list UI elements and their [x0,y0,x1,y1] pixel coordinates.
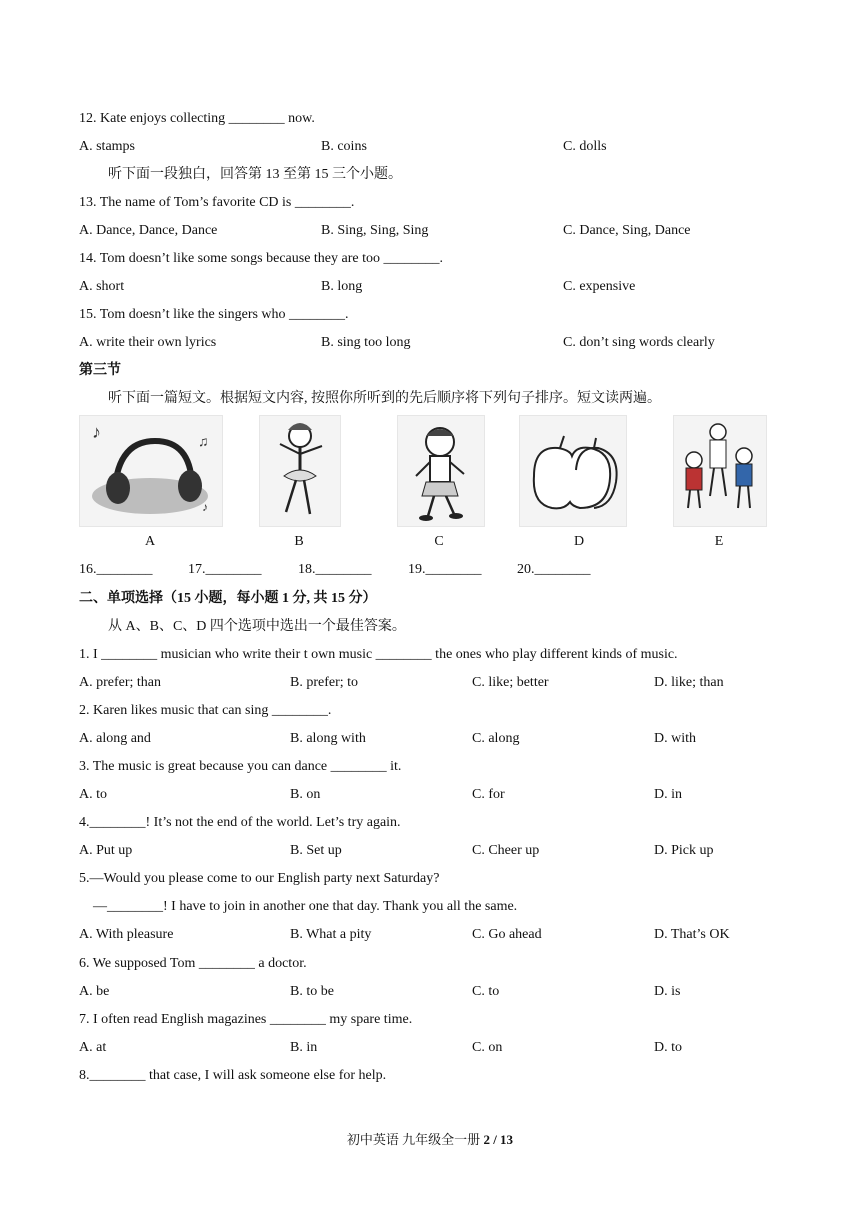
mc-question-4: 4.________! It’s not the end of the world. Let’s try again. [79,815,401,830]
mc-option-5c: C. Go ahead [472,927,542,942]
answer-blank-19: 19.________ [408,562,482,577]
option-13b: B. Sing, Sing, Sing [321,223,429,238]
mc-option-2c: C. along [472,731,520,746]
mc-option-5a: A. With pleasure [79,927,174,942]
mc-option-4a: A. Put up [79,843,133,858]
mc-option-3d: D. in [654,787,682,802]
option-12c: C. dolls [563,139,607,154]
mc-option-1b: B. prefer; to [290,675,359,690]
mc-option-7d: D. to [654,1040,682,1055]
mc-question-7: 7. I often read English magazines ________ my spare time. [79,1012,413,1027]
part2-instruction: 从 A、B、C、D 四个选项中选出一个最佳答案。 [108,619,406,634]
mc-question-8: 8.________ that case, I will ask someone else for help. [79,1068,387,1083]
option-14c: C. expensive [563,279,636,294]
option-15b: B. sing too long [321,335,411,350]
mc-option-4c: C. Cheer up [472,843,540,858]
picture-label-c: C [434,534,444,549]
picture-label-e: E [714,534,724,549]
mc-option-3a: A. to [79,787,107,802]
mc-option-4b: B. Set up [290,843,342,858]
mc-question-6: 6. We supposed Tom ________ a doctor. [79,956,307,971]
girl-walking-picture [397,415,485,527]
mc-option-6c: C. to [472,984,500,999]
section3-heading: 第三节 [79,363,121,378]
footer-text: 初中英语 九年级全一册 [346,1132,484,1147]
mc-option-2b: B. along with [290,731,366,746]
answer-blank-16: 16.________ [79,562,153,577]
mc-option-6b: B. to be [290,984,334,999]
answer-blank-17: 17.________ [188,562,262,577]
option-14b: B. long [321,279,363,294]
picture-label-b: B [294,534,304,549]
picture-label-a: A [144,534,156,549]
option-13c: C. Dance, Sing, Dance [563,223,691,238]
option-12b: B. coins [321,139,367,154]
picture-label-d: D [573,534,585,549]
monologue-instruction: 听下面一段独白，回答第 13 至第 15 三个小题。 [108,167,402,182]
mc-option-6a: A. be [79,984,110,999]
mc-option-4d: D. Pick up [654,843,714,858]
mc-option-7b: B. in [290,1040,318,1055]
question-12: 12. Kate enjoys collecting ________ now. [79,111,315,126]
mc-option-7a: A. at [79,1040,107,1055]
question-13: 13. The name of Tom’s favorite CD is ________. [79,195,355,210]
apples-picture [519,415,627,527]
question-15: 15. Tom doesn’t like the singers who ________. [79,307,349,322]
mc-option-1a: A. prefer; than [79,675,162,690]
mc-option-7c: C. on [472,1040,503,1055]
option-13a: A. Dance, Dance, Dance [79,223,218,238]
mc-option-1c: C. like; better [472,675,549,690]
section3-instruction: 听下面一篇短文。根据短文内容, 按照你所听到的先后顺序将下列句子排序。短文读两遍。 [108,391,661,406]
mc-question-2: 2. Karen likes music that can sing ________. [79,703,332,718]
children-picture [673,415,767,527]
mc-question-3: 3. The music is great because you can dance ________ it. [79,759,402,774]
mc-option-5d: D. That’s OK [654,927,730,942]
mc-question-5-reply: —________! I have to join in another one that day. Thank you all the same. [93,899,518,914]
page-number: 2 / 13 [483,1132,514,1147]
svg-text:♪: ♪ [202,500,208,514]
mc-option-5b: B. What a pity [290,927,372,942]
svg-text:♫: ♫ [198,435,209,450]
answer-blank-18: 18.________ [298,562,372,577]
page-footer [0,1129,860,1148]
option-15c: C. don’t sing words clearly [563,335,715,350]
mc-option-3b: B. on [290,787,321,802]
answer-blank-20: 20.________ [517,562,591,577]
mc-option-6d: D. is [654,984,681,999]
svg-text:♪: ♪ [92,422,101,442]
mc-question-1: 1. I ________ musician who write their t own music ________ the ones who play different kinds of music. [79,647,678,662]
headphones-picture [79,415,223,527]
mc-option-1d: D. like; than [654,675,724,690]
option-14a: A. short [79,279,125,294]
option-12a: A. stamps [79,139,135,154]
option-15a: A. write their own lyrics [79,335,217,350]
question-14: 14. Tom doesn’t like some songs because they are too ________. [79,251,443,266]
mc-option-2d: D. with [654,731,696,746]
mc-question-5: 5.—Would you please come to our English party next Saturday? [79,871,440,886]
mc-option-2a: A. along and [79,731,151,746]
dancer-picture [259,415,341,527]
part2-heading: 二、单项选择（15 小题，每小题 1 分, 共 15 分） [79,591,377,606]
mc-option-3c: C. for [472,787,505,802]
